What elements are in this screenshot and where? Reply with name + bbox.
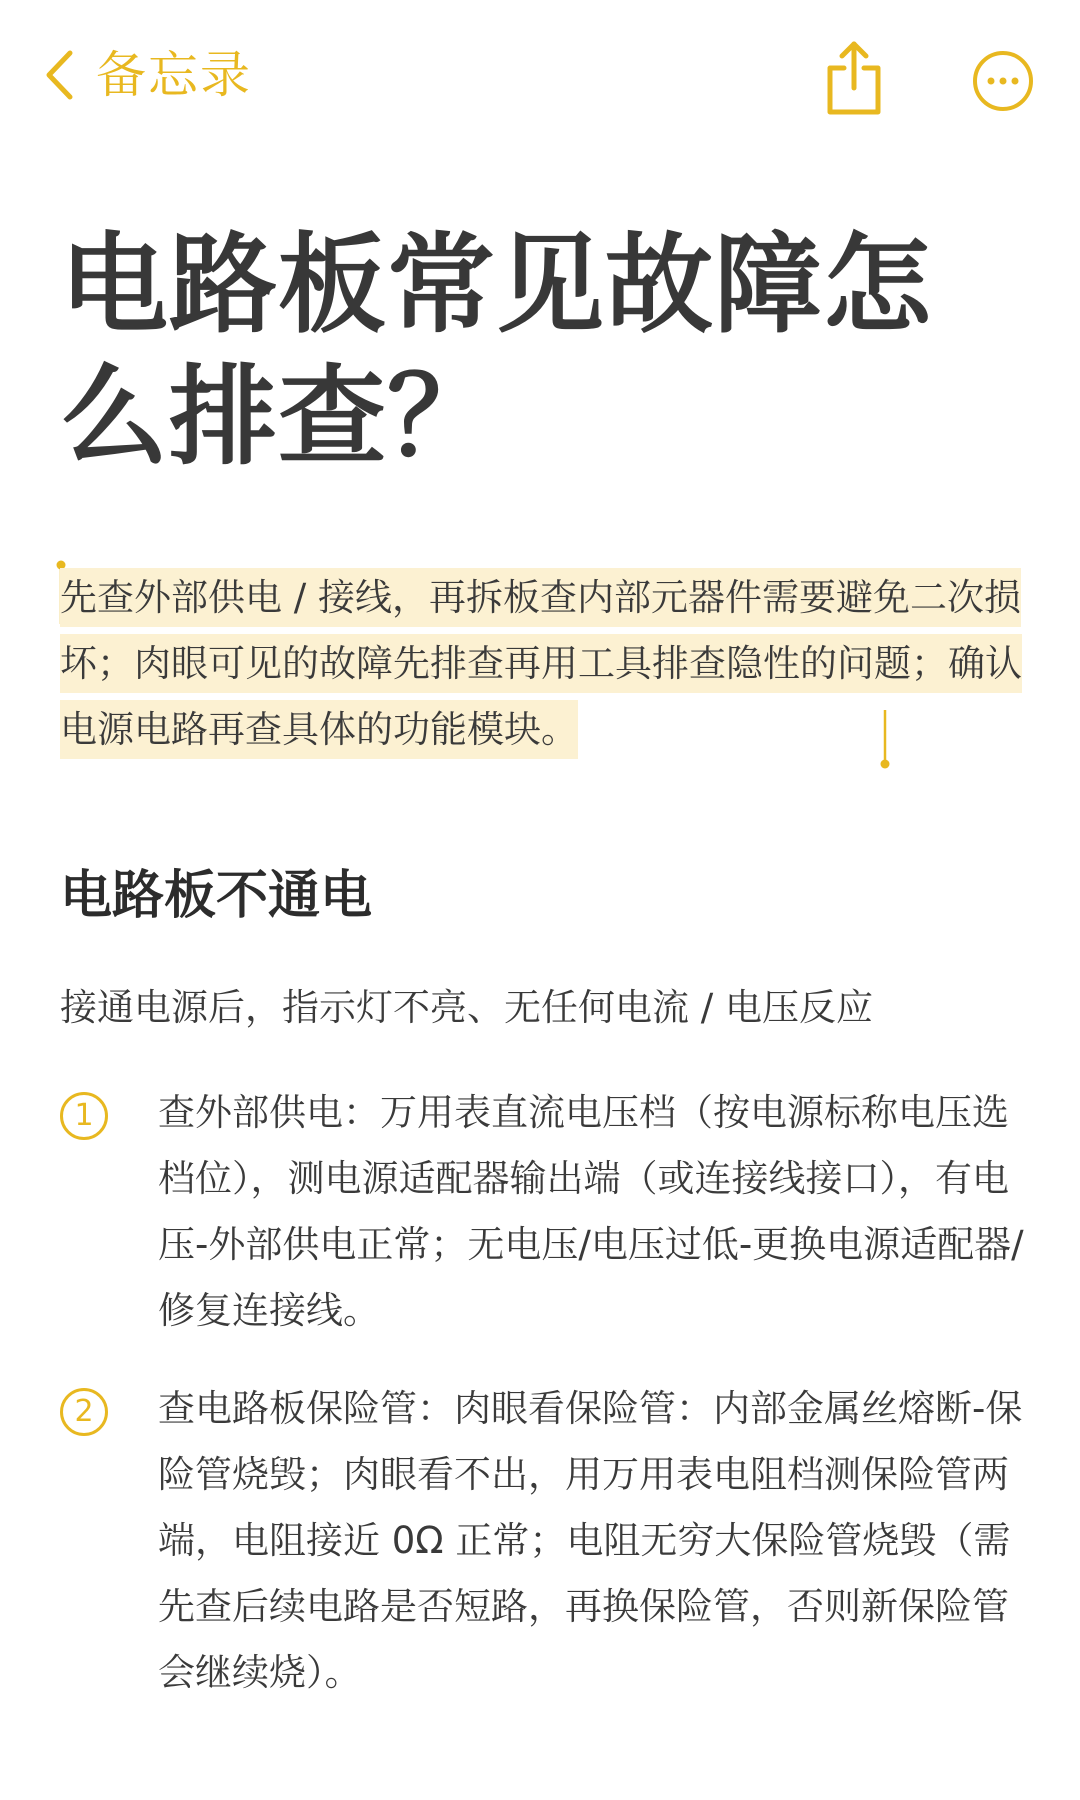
step-number-badge: 2 <box>60 1388 108 1436</box>
back-button[interactable] <box>44 46 252 104</box>
more-icon[interactable] <box>972 50 1034 112</box>
selection-end-handle[interactable] <box>880 710 890 770</box>
highlighted-text: 先查外部供电 / 接线，再拆板查内部元器件需要避免二次损坏；肉眼可见的故障先排查再用工具排查隐性的问题；确认电源电路再查具体的功能模块。 <box>60 568 1022 759</box>
navigation-bar <box>0 0 1080 170</box>
step-text: 查外部供电：万用表直流电压档（按电源标称电压选档位），测电源适配器输出端（或连接线接口），有电压-外部供电正常；无电压/电压过低-更换电源适配器/修复连接线。 <box>158 1091 1024 1332</box>
share-icon[interactable] <box>822 38 886 116</box>
section-description[interactable]: 接通电源后，指示灯不亮、无任何电流 / 电压反应 <box>60 986 873 1029</box>
step-text: 查电路板保险管：肉眼看保险管：内部金属丝熔断-保险管烧毁；肉眼看不出，用万用表电阻档测保险管两端，电阻接近 0Ω 正常；电阻无穷大保险管烧毁（需先查后续电路是否短路，再换保险管，否则新保险管会继续烧）。 <box>158 1387 1023 1694</box>
chevron-left-icon <box>44 50 74 100</box>
step-number-badge: 1 <box>60 1092 108 1140</box>
section-heading[interactable]: 电路板不通电 <box>60 866 373 926</box>
note-title[interactable]: 电路板常见故障怎么排查？ <box>60 223 933 480</box>
back-label: 备忘录 <box>96 46 252 104</box>
